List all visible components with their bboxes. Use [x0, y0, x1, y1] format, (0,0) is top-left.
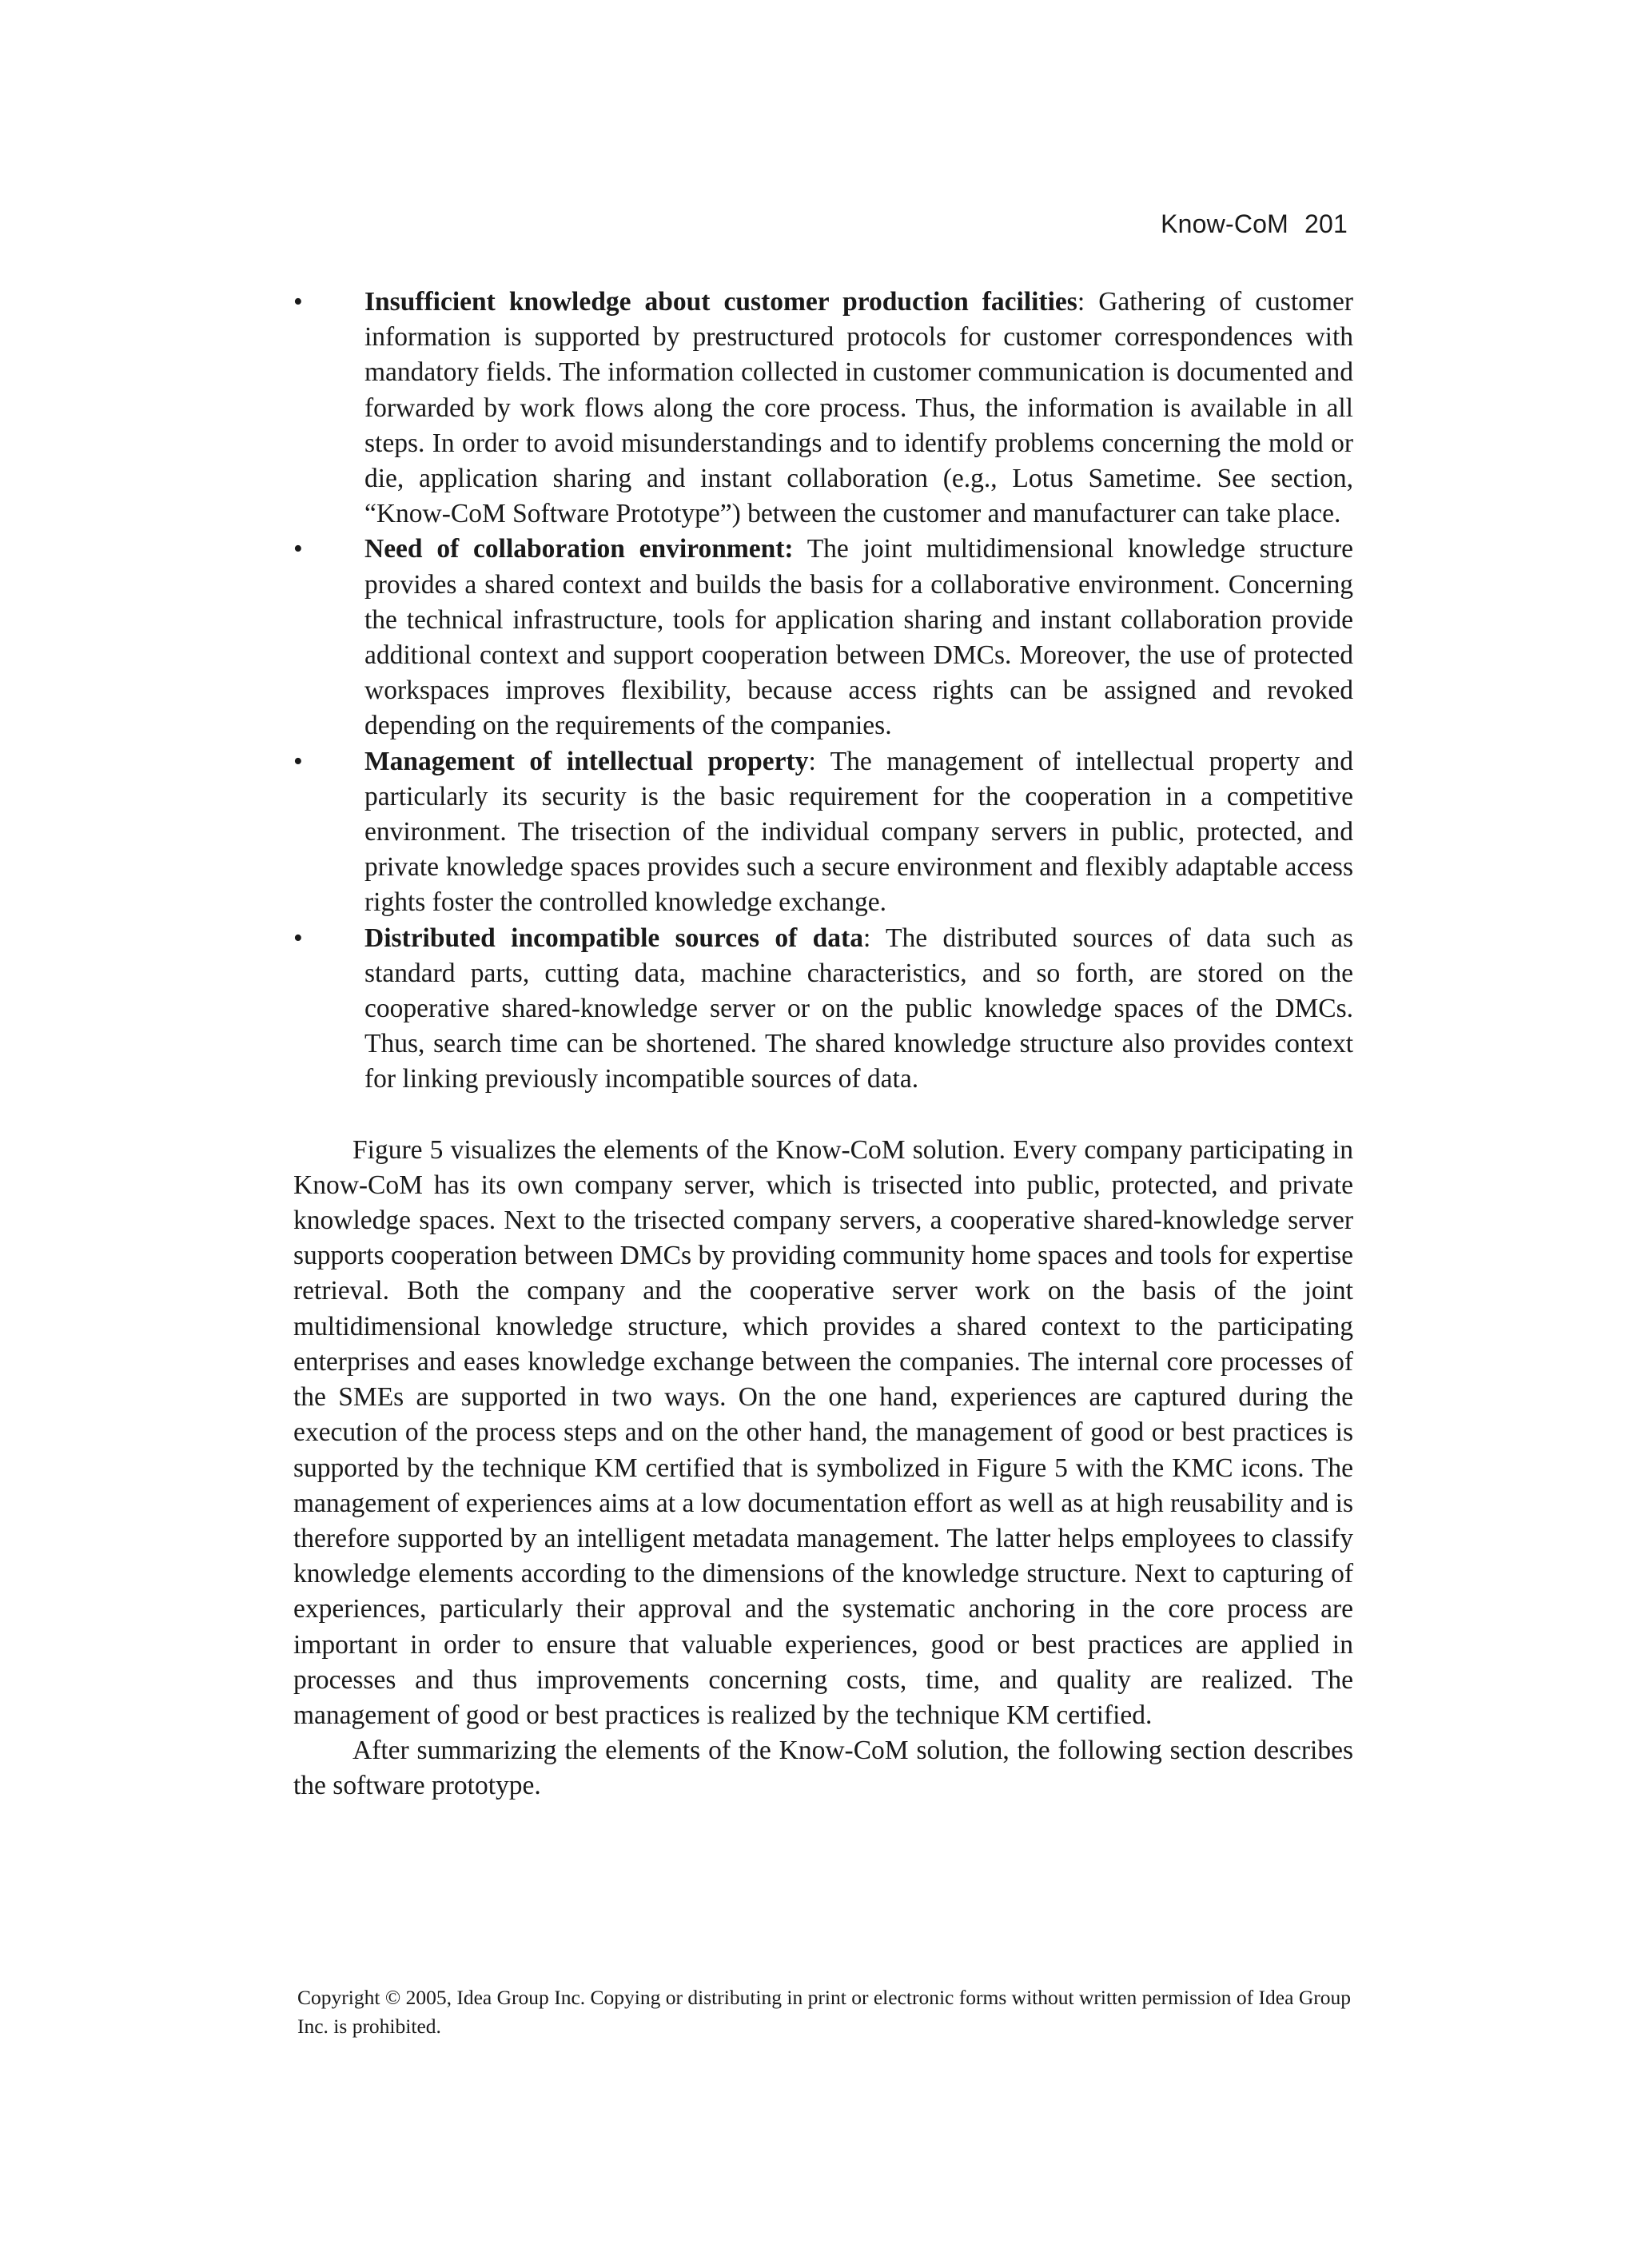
bullet-mark: •: [293, 746, 303, 776]
running-head: [1161, 209, 1348, 239]
running-title: Know-CoM: [1161, 209, 1288, 238]
page-body: [293, 285, 1353, 1804]
body-paragraph-summary: After summarizing the elements of the Know-CoM solution, the following section describes the software prototype.: [293, 1736, 1353, 1801]
bullet-term: Distributed incompatible sources of data: [364, 923, 863, 953]
bullet-text: The distributed sources of data such as standard parts, cutting data, machine characteristics, and so forth, are stored on the cooperative shared-knowledge server or on the public knowledge spaces of the DMCs. Thus, search time can be shortened. The shared knowledge structure also provides context for linking previously incompatible sources of data.: [364, 923, 1353, 1094]
bullet-term-separator: :: [1077, 287, 1085, 317]
bullet-list: [293, 285, 1353, 1098]
bullet-mark: •: [293, 923, 303, 953]
bullet-item-distributed-data: [293, 921, 1353, 1098]
page-number: 201: [1304, 209, 1348, 238]
bullet-term: Need of collaboration environment:: [364, 534, 794, 564]
bullet-term: Management of intellectual property: [364, 746, 809, 776]
bullet-text: The management of intellectual property and particularly its security is the basic requirement for the cooperation in a competitive environment. The trisection of the individual company servers in public, protected, and private knowledge spaces provides such a secure environment and flexibly adaptable access rights foster the controlled knowledge exchange.: [364, 746, 1353, 918]
bullet-term-separator: :: [862, 923, 871, 953]
copyright-notice: Copyright © 2005, Idea Group Inc. Copying or distributing in print or electronic forms without written permission of Idea Group Inc. is prohibited.: [297, 1986, 1351, 2038]
body-paragraph-figure5: Figure 5 visualizes the elements of the Know-CoM solution. Every company participating in Know-CoM has its own company server, which is trisected into public, protected, and private knowledge spaces. Next to the trisected company servers, a cooperative shared-knowledge server supports cooperation between DMCs by providing community home spaces and tools for expertise retrieval. Both the company and the cooperative server work on the basis of the joint multidimensional knowledge structure, which provides a shared context to the participating enterprises and eases knowledge exchange between the companies. The internal core processes of the SMEs are supported in two ways. On the one hand, experiences are captured during the execution of the process steps and on the other hand, the management of good or best practices is supported by the technique KM certified that is symbolized in Figure 5 with the KMC icons. The management of experiences aims at a low documentation effort as well as at high reusability and is therefore supported by an intelligent metadata management. The latter helps employees to classify knowledge elements according to the dimensions of the knowledge structure. Next to capturing of experiences, particularly their approval and the systematic anchoring in the core process are important in order to ensure that valuable experiences, good or best practices are applied in processes and thus improvements concerning costs, time, and quality are realized. The management of good or best practices is realized by the technique KM certified.: [293, 1134, 1353, 1730]
bullet-item-collaboration-environment: [293, 532, 1353, 743]
bullet-term: Insufficient knowledge about customer production facilities: [364, 287, 1077, 317]
bullet-term-separator: :: [808, 746, 816, 776]
bullet-text: Gathering of customer information is supported by prestructured protocols for customer correspondences with mandatory fields. The information collected in customer communication is documented and forwarded by work flows along the core process. Thus, the information is available in all steps. In order to avoid misunderstandings and to identify problems concerning the mold or die, application sharing and instant collaboration (e.g., Lotus Sametime. See section, “Know-CoM Software Prototype”) between the customer and manufacturer can take place.: [364, 287, 1353, 529]
bullet-item-intellectual-property: [293, 744, 1353, 921]
bullet-item-customer-facilities: [293, 285, 1353, 532]
bullet-mark: •: [293, 287, 303, 317]
bullet-mark: •: [293, 534, 303, 564]
bullet-text: The joint multidimensional knowledge structure provides a shared context and builds the basis for a collaborative environment. Concerning the technical infrastructure, tools for application sharing and instant collaboration provide additional context and support cooperation between DMCs. Moreover, the use of protected workspaces improves flexibility, because access rights can be assigned and revoked depending on the requirements of the companies.: [364, 534, 1353, 741]
